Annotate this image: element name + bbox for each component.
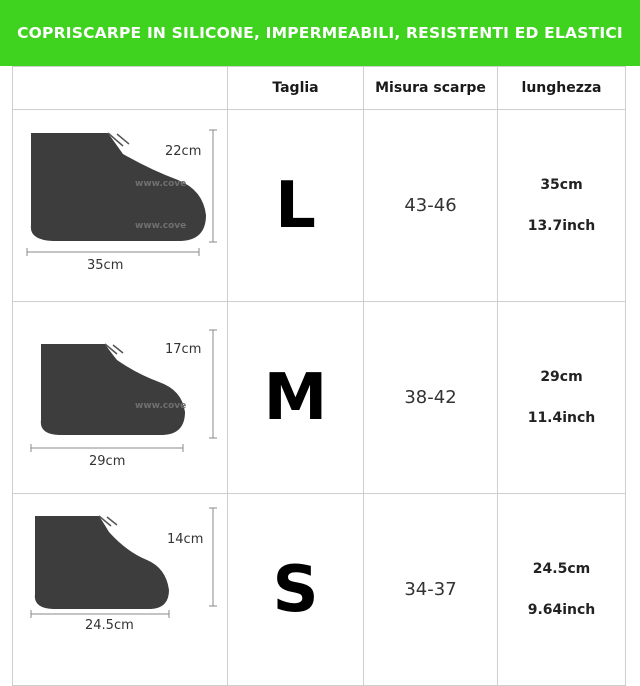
shoe-image-cell bbox=[13, 302, 228, 494]
length-cm: 24.5cm bbox=[532, 560, 591, 577]
size-letter: S bbox=[272, 552, 319, 627]
height-label: 17cm bbox=[165, 342, 202, 357]
shoe-cover-image-l bbox=[13, 110, 228, 302]
table-row-m bbox=[13, 302, 626, 494]
size-letter: M bbox=[263, 360, 328, 435]
length-cm: 29cm bbox=[540, 368, 583, 385]
length-inch: 13.7inch bbox=[527, 217, 596, 234]
shoe-image-cell bbox=[13, 110, 228, 302]
length-cell bbox=[498, 110, 626, 302]
shoe-size-cell bbox=[364, 494, 498, 686]
shoe-size-value: 43-46 bbox=[404, 195, 457, 216]
height-label: 22cm bbox=[165, 144, 202, 159]
shoe-image-cell bbox=[13, 494, 228, 686]
width-label: 35cm bbox=[87, 258, 124, 273]
size-chart-table bbox=[12, 66, 626, 686]
table-row-s bbox=[13, 494, 626, 686]
shoe-size-cell bbox=[364, 110, 498, 302]
watermark-text: www.cove bbox=[135, 221, 187, 231]
watermark-text: www.cove bbox=[135, 179, 187, 189]
size-cell bbox=[228, 110, 364, 302]
shoe-cover-image-s bbox=[13, 494, 228, 686]
length-inch: 9.64inch bbox=[527, 601, 596, 618]
shoe-size-value: 34-37 bbox=[404, 579, 457, 600]
width-label: 24.5cm bbox=[85, 618, 134, 633]
size-cell bbox=[228, 302, 364, 494]
length-cell bbox=[498, 302, 626, 494]
title-banner bbox=[0, 0, 640, 66]
size-cell bbox=[228, 494, 364, 686]
table-row-l bbox=[13, 110, 626, 302]
shoe-size-value: 38-42 bbox=[404, 387, 457, 408]
length-cm: 35cm bbox=[540, 176, 583, 193]
size-letter: L bbox=[275, 168, 316, 243]
header-size: Taglia bbox=[228, 67, 364, 110]
length-inch: 11.4inch bbox=[527, 409, 596, 426]
length-cell bbox=[498, 494, 626, 686]
shoe-size-cell bbox=[364, 302, 498, 494]
table-header-row bbox=[13, 67, 626, 110]
watermark-text: www.cove bbox=[135, 401, 187, 411]
header-length: lunghezza bbox=[498, 67, 626, 110]
width-label: 29cm bbox=[89, 454, 126, 469]
banner-title: COPRISCARPE IN SILICONE, IMPERMEABILI, RESISTENTI ED ELASTICI bbox=[17, 24, 623, 42]
header-shoe-size: Misura scarpe bbox=[364, 67, 498, 110]
header-image bbox=[13, 67, 228, 110]
height-label: 14cm bbox=[167, 532, 204, 547]
